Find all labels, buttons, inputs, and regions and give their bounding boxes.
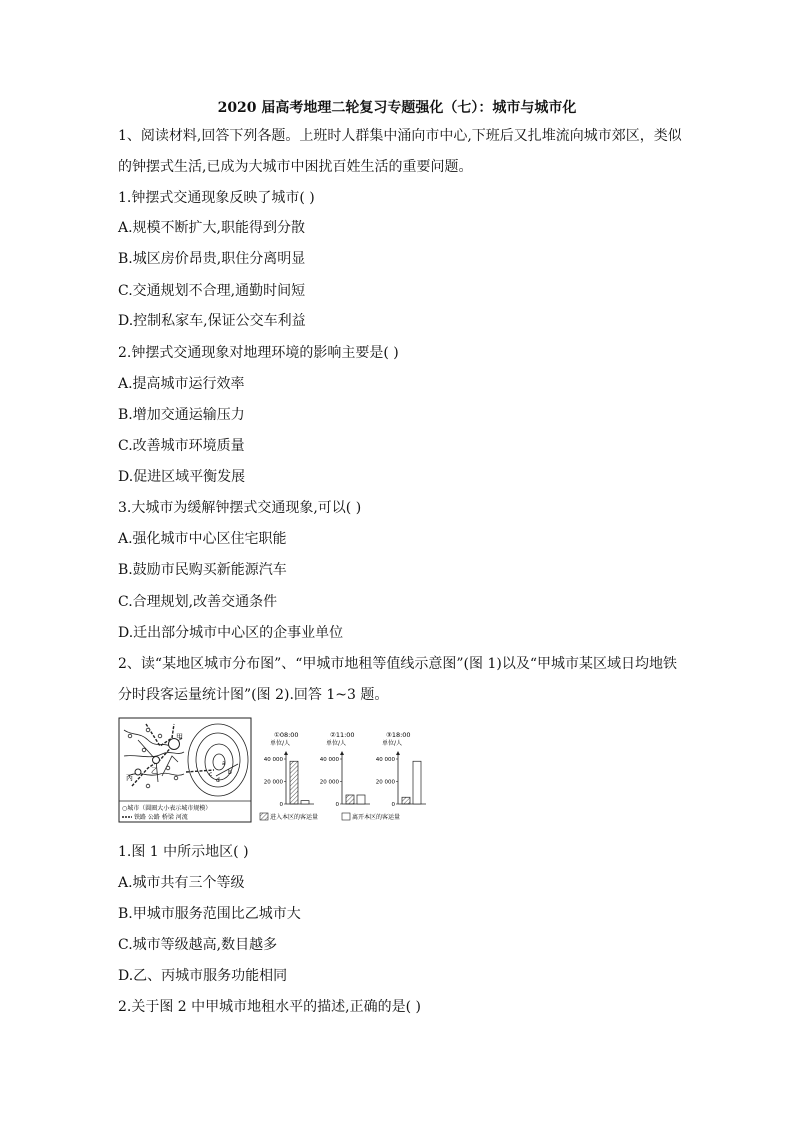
q1-sub1-option-d: D.控制私家车,保证公交车利益 — [118, 313, 306, 329]
y-axis-arrow — [396, 751, 400, 755]
q1-sub1-option-c: C.交通规划不合理,通勤时间短 — [118, 283, 306, 299]
page-title: 2020 届高考地理二轮复习专题强化（七）：城市与城市化 — [217, 100, 577, 116]
q1-sub3-option-b: B.鼓励市民购买新能源汽车 — [118, 562, 287, 578]
legend-out-swatch — [342, 813, 350, 820]
q1-sub3-option-a: A.强化城市中心区住宅职能 — [118, 531, 287, 547]
panel-unit: 单位/人 — [270, 740, 291, 747]
panel-title: ②11:00 — [330, 731, 355, 739]
q2-sub1-option-c: C.城市等级越高,数目越多 — [118, 937, 278, 953]
bar-in — [402, 797, 410, 804]
bar-out — [357, 795, 365, 804]
bar-in — [346, 795, 354, 804]
legend-in-swatch — [260, 813, 268, 820]
legend-in-label: 进入本区的客运量 — [270, 814, 319, 821]
panel-title: ③18:00 — [386, 731, 411, 739]
panel-title: ①08:00 — [274, 731, 299, 739]
y-tick-label: 0 — [279, 802, 283, 808]
y-axis-arrow — [340, 751, 344, 755]
label-d: d — [216, 777, 220, 784]
label-c: c — [209, 771, 213, 778]
y-tick-label: 20 000 — [375, 779, 395, 786]
y-tick-label: 0 — [335, 802, 339, 808]
legend-out-label: 离开本区的客运量 — [352, 814, 401, 821]
q2-sub1-option-a: A.城市共有三个等级 — [118, 875, 245, 891]
q1-sub1-option-b: B.城区房价昂贵,职住分离明显 — [118, 251, 306, 267]
y-tick-label: 0 — [391, 802, 395, 808]
figure — [118, 716, 430, 826]
y-tick-label: 20 000 — [263, 779, 283, 786]
city-yi — [153, 757, 160, 764]
q2-sub1-option-b: B.甲城市服务范围比乙城市大 — [118, 906, 301, 922]
q1-intro-line-2: 的钟摆式生活,已成为大城市中困扰百姓生活的重要问题。 — [118, 159, 473, 175]
y-axis-arrow — [284, 751, 288, 755]
y-tick-label: 20 000 — [319, 779, 339, 786]
bar-out — [301, 801, 309, 804]
y-tick-label: 40 000 — [375, 757, 395, 763]
map-legend-2: 铁路 公路 桥梁 河流 — [134, 814, 188, 821]
label-yi: 乙 — [151, 767, 158, 775]
label-a: a — [222, 760, 226, 767]
q2-intro-line-1: 2、读“某地区城市分布图”、“甲城市地租等值线示意图”(图 1)以及“甲城市某区域日均地铁 — [118, 656, 677, 672]
rent-isoline — [188, 724, 248, 796]
label-jia: 甲 — [176, 733, 183, 741]
q1-intro-line-1: 1、阅读材料,回答下列各题。上班时人群集中涌向市中心,下班后又扎堆流向城市郊区，类似 — [118, 128, 682, 144]
city-bing — [135, 769, 141, 775]
panel-unit: 单位/人 — [382, 740, 403, 747]
q2-sub1-stem: 1.图 1 中所示地区( ) — [118, 844, 249, 860]
q2-intro-line-2: 分时段客运量统计图”(图 2).回答 1~3 题。 — [118, 687, 389, 703]
q1-sub1-option-a: A.规模不断扩大,职能得到分散 — [118, 220, 306, 236]
q1-sub2-option-c: C.改善城市环境质量 — [118, 438, 245, 454]
q1-sub3-option-c: C.合理规划,改善交通条件 — [118, 594, 278, 610]
figure-svg — [118, 716, 430, 826]
bar-out — [413, 761, 421, 804]
bar-in — [290, 761, 298, 804]
q1-sub2-option-a: A.提高城市运行效率 — [118, 376, 245, 392]
region-map — [124, 724, 184, 788]
y-tick-label: 40 000 — [319, 757, 339, 763]
label-bing: 丙 — [126, 774, 133, 782]
q1-sub1-stem: 1.钟摆式交通现象反映了城市( ) — [118, 190, 315, 206]
panel-unit: 单位/人 — [326, 740, 347, 747]
q1-sub3-option-d: D.迁出部分城市中心区的企事业单位 — [118, 625, 344, 641]
q1-sub2-option-d: D.促进区域平衡发展 — [118, 469, 246, 485]
q1-sub2-option-b: B.增加交通运输压力 — [118, 407, 245, 423]
label-b: b — [228, 769, 232, 776]
q2-sub1-option-d: D.乙、丙城市服务功能相同 — [118, 968, 288, 984]
land-rent-map — [186, 724, 248, 796]
q1-sub3-stem: 3.大城市为缓解钟摆式交通现象,可以( ) — [118, 500, 362, 516]
map-legend-1: ○城市（圆圈大小表示城市规模） — [122, 805, 212, 812]
y-tick-label: 40 000 — [263, 757, 283, 763]
q1-sub2-stem: 2.钟摆式交通现象对地理环境的影响主要是( ) — [118, 345, 399, 361]
bar-charts — [264, 731, 426, 808]
q2-sub2-stem: 2.关于图 2 中甲城市地租水平的描述,正确的是( ) — [118, 999, 421, 1015]
